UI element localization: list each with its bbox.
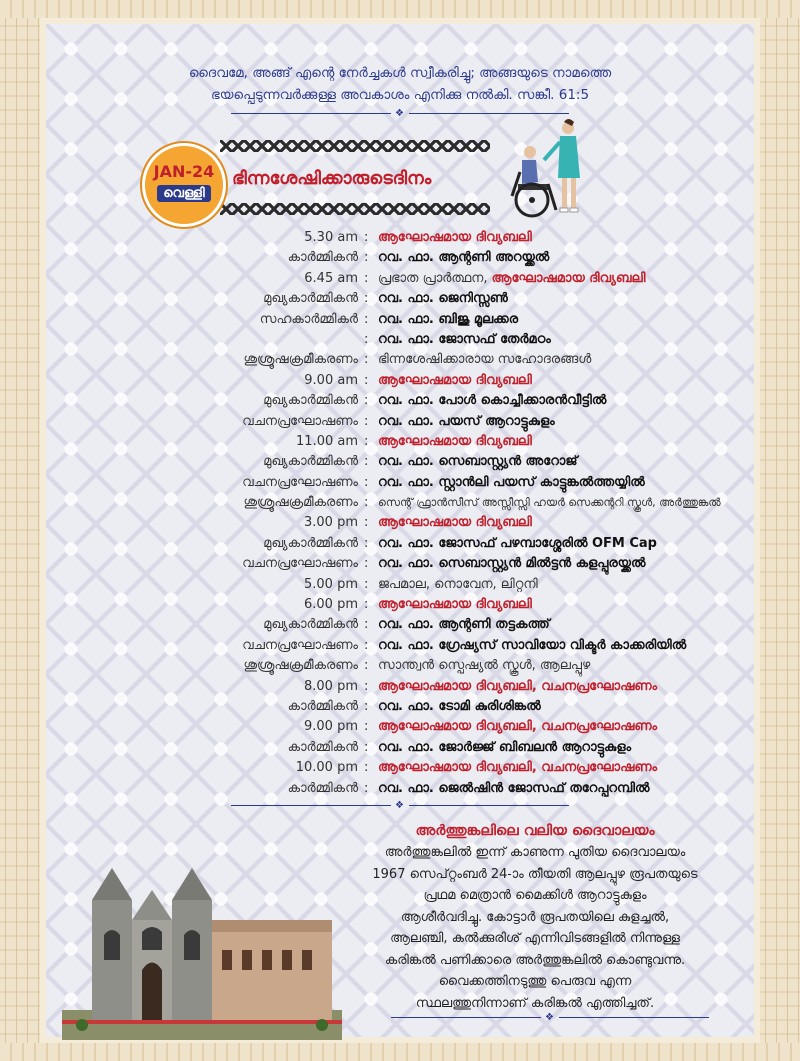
- schedule-value: റവ. ഫാ. ജോർജ്ജ് ബിബലൻ ആറാട്ടുകുളം: [378, 739, 632, 755]
- separator-colon: :: [364, 760, 369, 776]
- verse-line-2: ഭയപ്പെടുന്നവർക്കുള്ള അവകാശം എനിക്കു നൽകി. സങ്കീ. 61:5: [210, 87, 590, 103]
- separator-colon: :: [364, 495, 369, 511]
- schedule-label: മുഖ്യകാർമ്മികൻ: [263, 454, 358, 470]
- schedule-row: [60, 289, 720, 309]
- church-history-title: അർത്തുങ്കലിലെ വലിയ ദൈവാലയം: [415, 823, 655, 839]
- separator-colon: :: [364, 454, 369, 470]
- separator-colon: :: [364, 637, 369, 653]
- schedule-value: റവ. ഫാ. ജോസഫ് തേർമഠം: [378, 331, 551, 347]
- schedule-row: [60, 493, 720, 513]
- schedule-value: ആഘോഷമായ ദിവ്യബലി, വചനപ്രഘോഷണം: [378, 760, 658, 776]
- schedule-label: ശുശ്രൂഷക്രമീകരണം: [243, 352, 358, 368]
- schedule-value: ആഘോഷമായ ദിവ്യബലി, വചനപ്രഘോഷണം: [378, 719, 658, 735]
- separator-colon: :: [364, 372, 369, 388]
- schedule-value: ആഘോഷമായ ദിവ്യബലി, വചനപ്രഘോഷണം: [378, 678, 658, 694]
- schedule-row: [60, 473, 720, 493]
- separator-colon: :: [364, 352, 369, 368]
- schedule-label: 5.00 pm: [304, 576, 358, 592]
- separator-colon: :: [364, 739, 369, 755]
- separator-colon: :: [364, 698, 369, 714]
- separator-colon: :: [364, 230, 369, 245]
- schedule-label: 11.00 am: [296, 433, 358, 449]
- church-history-line: സ്ഥലത്തുനിന്നാണ് കരിങ്കൽ എത്തിച്ചത്.: [415, 995, 655, 1011]
- separator-colon: :: [364, 291, 369, 307]
- schedule-row: [60, 554, 720, 574]
- left-decorative-border: [0, 0, 40, 1061]
- schedule-row: [60, 534, 720, 554]
- separator-colon: :: [364, 780, 369, 796]
- schedule-value: ആഘോഷമായ ദിവ്യബലി: [378, 433, 532, 449]
- verse-divider-ornament: ❖: [0, 108, 800, 119]
- schedule-row: [60, 513, 720, 533]
- schedule-label: കാർമ്മികൻ: [287, 250, 358, 266]
- bible-verse: [60, 62, 740, 106]
- separator-colon: :: [364, 617, 369, 633]
- separator-colon: :: [364, 719, 369, 735]
- schedule-label: 8.00 pm: [304, 678, 358, 694]
- separator-colon: :: [364, 515, 369, 531]
- schedule-label: 6.45 am: [304, 270, 358, 286]
- schedule-value: ആഘോഷമായ ദിവ്യബലി: [378, 597, 532, 613]
- schedule-label: മുഖ്യകാർമ്മികൻ: [263, 535, 358, 551]
- schedule-row: [60, 656, 720, 676]
- schedule-label: 9.00 pm: [304, 719, 358, 735]
- schedule-label: ശുശ്രൂഷക്രമീകരണം: [243, 495, 358, 511]
- schedule-value: ആഘോഷമായ ദിവ്യബലി: [378, 515, 532, 531]
- schedule-label: വചനപ്രഘോഷണം: [242, 556, 358, 572]
- schedule-label: 10.00 pm: [295, 760, 358, 776]
- zigzag-ornament-top: [220, 140, 490, 152]
- church-history-line: ആശീർവദിച്ചു. കോട്ടാർ രൂപതയിലെ കുളച്ചൽ,: [400, 909, 670, 925]
- top-decorative-border: [0, 0, 800, 18]
- schedule-row: [60, 758, 720, 778]
- schedule-value-red-part: ആഘോഷമായ ദിവ്യബലി: [491, 270, 646, 286]
- schedule-row: [60, 697, 720, 717]
- schedule-row: [60, 330, 720, 350]
- separator-colon: :: [364, 433, 369, 449]
- schedule-value: റവ. ഫാ. ജെനിസ്സൺ: [378, 291, 508, 307]
- schedule-label: സഹകാർമ്മികർ: [259, 311, 358, 327]
- separator-colon: :: [364, 535, 369, 551]
- zigzag-ornament-bottom: [220, 203, 490, 215]
- date-badge: [142, 143, 226, 227]
- schedule-value: റവ. ഫാ. പയസ് ആറാട്ടുകുളം: [378, 413, 555, 429]
- schedule-value: റവ. ഫാ. ടോമി കുരിശിങ്കൽ: [378, 698, 541, 714]
- bottom-divider-ornament: ❖: [360, 1012, 740, 1023]
- separator-colon: :: [364, 393, 369, 409]
- church-history-line: പ്രഥമ മെത്രാൻ മൈക്കിൾ ആറാട്ടുകുളം: [423, 888, 647, 903]
- separator-colon: :: [364, 331, 369, 347]
- schedule-value: റവ. ഫാ. ആന്റണി തട്ടകത്ത്: [378, 617, 550, 633]
- schedule-label: 9.00 am: [304, 372, 358, 388]
- schedule-row: [60, 636, 720, 656]
- church-history-line: കരിങ്കൽ പണിക്കാരെ അർത്തുങ്കലിൽ കൊണ്ടുവന്നു.: [384, 952, 686, 968]
- schedule-value: ജപമാല, നൊവേന, ലിറ്റനി: [378, 576, 538, 592]
- schedule-label: വചനപ്രഘോഷണം: [242, 474, 358, 490]
- schedule-row: [60, 310, 720, 330]
- schedule-label: ശുശ്രൂഷക്രമീകരണം: [243, 658, 358, 674]
- bottom-decorative-border: [0, 1043, 800, 1061]
- schedule-row: [60, 248, 720, 268]
- schedule-label: 5.30 am: [304, 230, 358, 245]
- separator-colon: :: [364, 270, 369, 286]
- schedule-value: ആഘോഷമായ ദിവ്യബലി: [378, 372, 532, 388]
- wheelchair-nurse-illustration: [500, 112, 590, 220]
- separator-colon: :: [364, 597, 369, 613]
- schedule-row: [60, 391, 720, 411]
- schedule-row: [60, 432, 720, 452]
- schedule-row: [60, 595, 720, 615]
- verse-line-1: ദൈവമേ, അങ്ങ് എന്റെ നേർച്ചകൾ സ്വീകരിച്ചു; അങ്ങയുടെ നാമത്തെ: [188, 65, 612, 81]
- schedule-label: മുഖ്യകാർമ്മികൻ: [263, 617, 358, 633]
- church-history-line: 1967 സെപ്റ്റംബർ 24-ാം തീയതി ആലപ്പുഴ രൂപതയുടെ: [372, 866, 698, 882]
- right-decorative-border: [760, 0, 800, 1061]
- day-title: ഭിന്നശേഷിക്കാരുടെദിനം: [232, 168, 432, 189]
- event-schedule: [60, 228, 720, 799]
- schedule-value: സെന്റ് ഫ്രാൻസീസ് അസ്സീസ്സി ഹയർ സെക്കന്ററി സ്കൂൾ, അർത്തുങ്കൽ: [378, 496, 721, 510]
- schedule-divider-ornament: ❖: [0, 800, 800, 811]
- church-history-line: ആലഞ്ചി, കൽക്കുരിശ് എന്നിവിടങ്ങളിൽ നിന്നുള്ള: [390, 931, 680, 946]
- schedule-row: [60, 779, 720, 799]
- separator-colon: :: [364, 413, 369, 429]
- schedule-row: [60, 350, 720, 370]
- separator-colon: :: [364, 311, 369, 327]
- schedule-label: 3.00 pm: [304, 515, 358, 531]
- schedule-row: [60, 677, 720, 697]
- separator-colon: :: [364, 556, 369, 572]
- schedule-value: ആഘോഷമായ ദിവ്യബലി: [378, 230, 532, 245]
- schedule-value: റവ. ഫാ. ജെൽഷിൻ ജോസഫ് തറേപ്പറമ്പിൽ: [378, 780, 650, 796]
- schedule-value: സാന്ത്വൻ സ്പെഷ്യൽ സ്കൂൾ, ആലപ്പുഴ: [378, 658, 591, 674]
- schedule-value: റവ. ഫാ. പോൾ കൊച്ചീക്കാരൻവീട്ടിൽ: [378, 393, 607, 409]
- separator-colon: :: [364, 576, 369, 592]
- separator-colon: :: [364, 474, 369, 490]
- church-building-illustration: [62, 860, 342, 1040]
- schedule-value: റവ. ഫാ. ആന്റണി അറയ്ക്കൽ: [378, 250, 550, 266]
- schedule-row: [60, 575, 720, 595]
- church-history-line: അർത്തുങ്കലിൽ ഇന്ന് കാണുന്ന പുതിയ ദൈവാലയം: [384, 845, 686, 860]
- schedule-value: റവ. ഫാ. സ്റ്റാൻലി പയസ് കാട്ടുങ്കൽത്തയ്യിൽ: [378, 474, 645, 490]
- schedule-label: കാർമ്മികൻ: [287, 739, 358, 755]
- date-day: JAN-24: [153, 162, 215, 181]
- schedule-row: [60, 371, 720, 391]
- schedule-label: വചനപ്രഘോഷണം: [242, 637, 358, 653]
- schedule-value: റവ. ഫാ. സെബാസ്റ്റ്യൻ അറോജ്: [378, 454, 578, 470]
- schedule-row: [60, 269, 720, 289]
- schedule-label: മുഖ്യകാർമ്മികൻ: [263, 393, 358, 409]
- schedule-value: റവ. ഫാ. ജോസഫ് പഴമ്പാശ്ശേരിൽ OFM Cap: [378, 535, 657, 551]
- church-history-section: [330, 820, 740, 1014]
- schedule-value-mixed: [318, 269, 645, 289]
- schedule-label: കാർമ്മികൻ: [287, 698, 358, 714]
- separator-colon: :: [364, 678, 369, 694]
- schedule-row: [60, 452, 720, 472]
- separator-colon: :: [364, 250, 369, 266]
- church-history-line: വൈക്കത്തിനടുത്തു പെരുവ എന്ന: [438, 974, 632, 989]
- schedule-value: റവ. ഫാ. ബിജു മൂലക്കര: [378, 311, 519, 327]
- schedule-row: [60, 738, 720, 758]
- schedule-label: മുഖ്യകാർമ്മികൻ: [263, 291, 358, 307]
- schedule-row: [60, 615, 720, 635]
- schedule-label: വചനപ്രഘോഷണം: [242, 413, 358, 429]
- schedule-value: റവ. ഫാ. സെബാസ്റ്റ്യൻ മിൽട്ടൻ കളപ്പുരയ്ക്കൽ: [378, 556, 646, 572]
- schedule-value: റവ. ഫാ. ഗ്രേഷ്യസ് സാവിയോ വിക്ടർ കാക്കരിയിൽ: [378, 637, 687, 653]
- separator-colon: :: [364, 658, 369, 674]
- schedule-value: ഭിന്നശേഷിക്കാരായ സഹോദരങ്ങൾ: [378, 352, 592, 368]
- schedule-row: [60, 717, 720, 737]
- schedule-value-plain-part: പ്രഭാത പ്രാർത്ഥന,: [378, 270, 488, 286]
- date-weekday: വെള്ളി: [157, 185, 210, 202]
- schedule-row: [60, 412, 720, 432]
- schedule-label: 6.00 pm: [304, 597, 358, 613]
- schedule-row: [60, 228, 720, 248]
- schedule-label: കാർമ്മികൻ: [287, 780, 358, 796]
